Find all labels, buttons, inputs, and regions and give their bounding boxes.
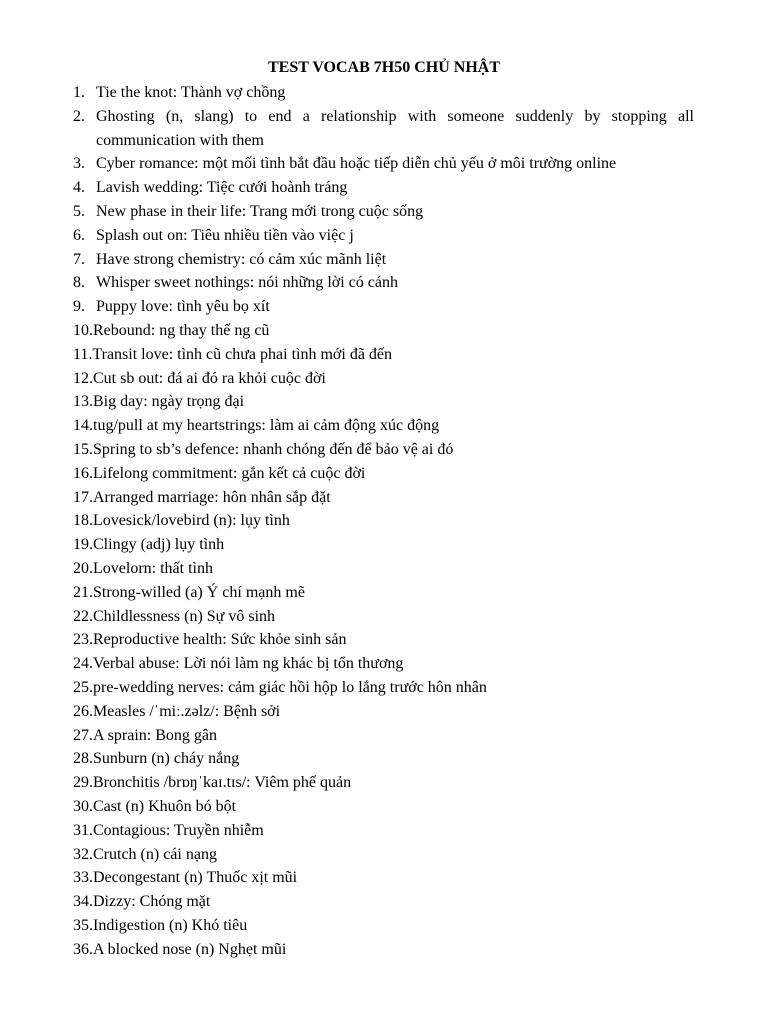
vocab-item [73,367,694,391]
vocab-item [73,724,694,748]
vocab-item [73,819,694,843]
vocab-item [73,271,694,295]
vocab-item [73,295,694,319]
vocab-item [73,224,694,248]
vocab-item-text: Dizzy: Chóng mặt [93,893,211,911]
vocab-item-text: Bronchitis /brɒŋˈkaɪ.tɪs/: Viêm phế quản [93,774,352,792]
vocab-item-number: 14. [73,417,93,435]
vocab-item-number: 9. [73,298,85,316]
vocab-item [73,843,694,867]
vocab-item-number: 25. [73,678,93,696]
vocab-item [73,557,694,581]
vocab-item-number: 20. [73,559,93,577]
vocab-item-text: Decongestant (n) Thuốc xịt mũi [93,869,298,887]
vocab-item-text: tug/pull at my heartstrings: làm ai cảm động xúc động [93,417,440,435]
vocab-item-number: 12. [73,369,93,387]
vocab-item-text: Contagious: Truyền nhiễm [93,821,264,839]
vocab-item [73,771,694,795]
vocab-item-text: Big day: ngày trọng đại [93,393,245,411]
vocab-item-text: A blocked nose (n) Nghẹt mũi [93,940,287,958]
vocab-item [73,486,694,510]
vocab-item-number: 33. [73,869,93,887]
vocab-item [73,176,694,200]
vocab-item [73,200,694,224]
vocab-item-text: Cyber romance: một mối tình bắt đầu hoặc tiếp diễn chủ yếu ở môi trường online [96,155,617,173]
vocab-item-number: 18. [73,512,93,530]
vocab-item-text: Ghosting (n, slang) to end a relationship with someone suddenly by stopping all communication with them [96,107,694,149]
vocab-item-text: Reproductive health: Sức khỏe sinh sản [93,631,347,649]
vocab-item-number: 15. [73,440,93,458]
vocab-item-text: Verbal abuse: Lời nói làm ng khác bị tổn thương [93,655,404,673]
vocab-item [73,676,694,700]
vocab-item [73,866,694,890]
vocab-item-number: 11. [73,345,93,363]
vocab-item [73,700,694,724]
vocab-item-text: Lavish wedding: Tiệc cưới hoành tráng [96,179,348,197]
vocab-item-number: 21. [73,583,93,601]
vocab-item-number: 29. [73,774,93,792]
vocab-item-text: Crutch (n) cái nạng [93,845,217,863]
vocab-item [73,533,694,557]
document-title: TEST VOCAB 7H50 CHỦ NHẬT [267,59,501,76]
vocab-item-number: 2. [73,107,85,125]
vocab-item [73,795,694,819]
vocab-item [73,652,694,676]
vocab-item [73,152,694,176]
vocab-item [73,747,694,771]
vocab-item-number: 16. [73,464,93,482]
vocab-item-text: A sprain: Bong gân [93,726,217,744]
vocab-list [73,81,694,961]
vocab-item-number: 30. [73,797,93,815]
vocab-item [73,438,694,462]
vocab-item-number: 34. [73,893,93,911]
vocab-item-text: pre-wedding nerves: cảm giác hồi hộp lo lắng trước hôn nhân [93,678,487,696]
vocab-item [73,414,694,438]
vocab-item-number: 36. [73,940,93,958]
vocab-item-number: 1. [73,84,85,101]
vocab-item [73,319,694,343]
vocab-item-text: Childlessness (n) Sự vô sinh [93,607,276,625]
vocab-item [73,509,694,533]
vocab-item [73,581,694,605]
vocab-item-text: Lifelong commitment: gắn kết cả cuộc đời [93,464,366,482]
vocab-item-number: 13. [73,393,93,411]
vocab-item [73,248,694,272]
vocab-item-text: Measles /ˈmiː.zəlz/: Bệnh sởi [93,702,281,720]
vocab-item [73,938,694,962]
vocab-item-text: Spring to sb’s defence: nhanh chóng đến để bảo vệ ai đó [93,440,454,458]
vocab-item [73,343,694,367]
vocab-item-number: 4. [73,179,85,197]
vocab-item [73,628,694,652]
vocab-item-text: Whisper sweet nothings: nói những lời có cánh [96,274,398,292]
vocab-item-number: 7. [73,250,85,268]
vocab-item-text: Lovesick/lovebird (n): lụy tình [93,512,290,530]
vocab-item-text: Arranged marriage: hôn nhân sắp đặt [93,488,331,506]
vocab-item-text: Lovelorn: thất tình [93,559,213,577]
vocab-item [73,605,694,629]
vocab-item-text: Strong-willed (a) Ý chí mạnh mẽ [93,583,305,601]
vocab-item-text: Transit love: tình cũ chưa phai tình mới đã đến [92,345,393,363]
vocab-item-number: 26. [73,702,93,720]
vocab-item-text: Splash out on: Tiêu nhiều tiền vào việc j [96,226,354,244]
vocab-item-text: Cut sb out: đá ai đó ra khỏi cuộc đời [93,369,326,387]
vocab-item-number: 6. [73,226,85,244]
vocab-item-number: 23. [73,631,93,649]
vocab-item [73,81,694,105]
vocab-item-number: 24. [73,655,93,673]
vocab-item-text: Rebound: ng thay thế ng cũ [93,321,270,339]
vocab-item-text: Indigestion (n) Khó tiêu [93,916,248,934]
vocab-item-number: 19. [73,536,93,554]
vocab-item-number: 28. [73,750,93,768]
vocab-item-number: 31. [73,821,93,839]
vocab-item-number: 32. [73,845,93,863]
vocab-item-number: 22. [73,607,93,625]
vocab-item-number: 3. [73,155,85,173]
vocab-item-text: Clingy (adj) lụy tình [93,536,225,554]
vocab-item-text: Cast (n) Khuôn bó bột [93,797,237,815]
vocab-item [73,462,694,486]
vocab-item [73,390,694,414]
vocab-item-text: New phase in their life: Trang mới trong cuộc sống [96,202,424,220]
vocab-item-number: 10. [73,321,93,339]
vocab-item-text: Puppy love: tình yêu bọ xít [96,298,270,316]
vocab-item-text: Have strong chemistry: có cảm xúc mãnh liệt [96,250,387,268]
vocab-item-number: 35. [73,916,93,934]
vocab-item [73,914,694,938]
vocab-item-text: Tie the knot: Thành vợ chồng [96,84,286,101]
vocab-item-number: 17. [73,488,93,506]
vocab-item-text: Sunburn (n) cháy nắng [93,750,240,768]
vocab-item [73,890,694,914]
vocab-item-number: 8. [73,274,85,292]
vocab-item-number: 27. [73,726,93,744]
vocab-item-number: 5. [73,202,85,220]
vocab-item [73,105,694,153]
